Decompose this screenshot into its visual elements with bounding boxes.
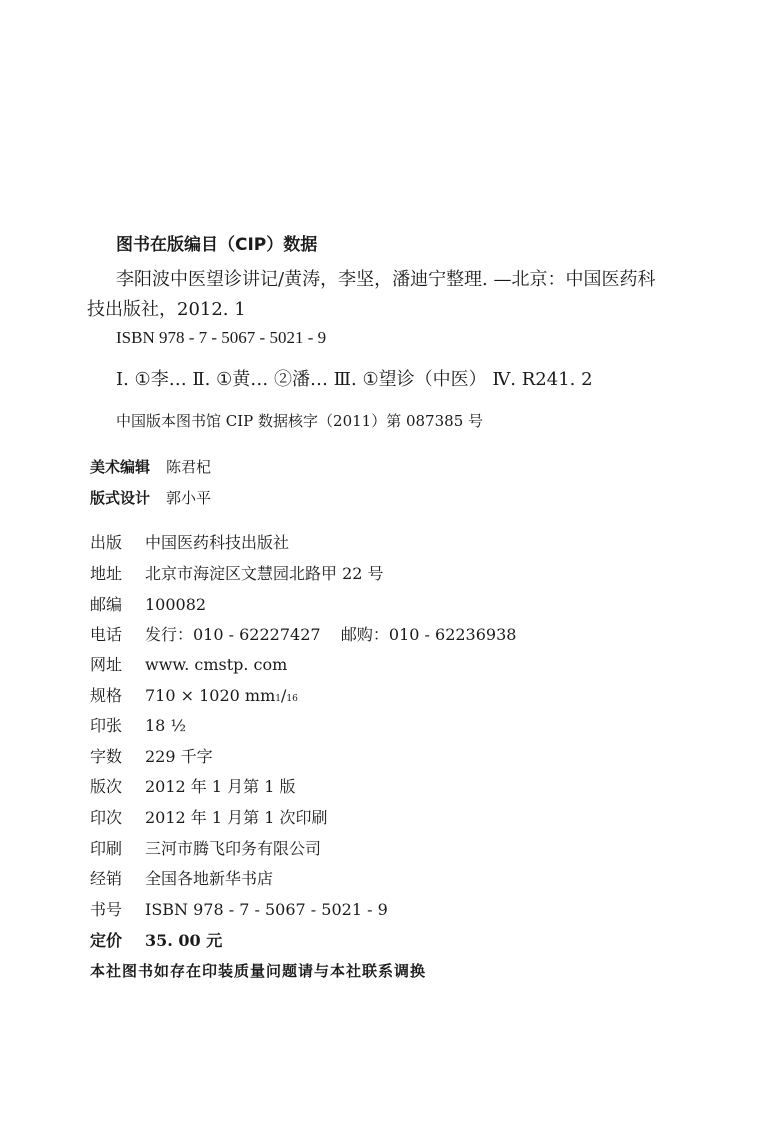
info-label: 规格: [90, 686, 123, 705]
info-row-book-number: [90, 897, 388, 920]
info-value: 100082: [145, 595, 207, 614]
info-label: 版次: [90, 777, 123, 796]
info-value: 229 千字: [145, 747, 213, 766]
info-value: 35. 00 元: [145, 931, 223, 950]
info-row-phone: [90, 622, 516, 645]
info-row-price: [90, 928, 222, 951]
info-format-denominator: 16: [286, 694, 298, 704]
info-value: 中国医药科技出版社: [145, 533, 290, 552]
credit-layout-designer: [90, 487, 211, 508]
info-row-word-count: [90, 744, 213, 767]
info-row-publisher: [90, 530, 289, 553]
cip-check-number: 中国版本图书馆 CIP 数据核字（2011）第 087385 号: [116, 412, 484, 430]
info-label: 网址: [90, 655, 123, 674]
info-format-numerator: 1: [275, 694, 281, 704]
info-label: 定价: [90, 931, 123, 950]
info-value: 三河市腾飞印务有限公司: [145, 839, 322, 858]
quality-notice: 本社图书如存在印装质量问题请与本社联系调换: [90, 962, 427, 980]
info-row-postcode: [90, 592, 206, 615]
cip-title: 图书在版编目（CIP）数据: [116, 235, 318, 255]
info-label: 出版: [90, 533, 123, 552]
info-label: 电话: [90, 625, 123, 644]
credit-art-editor: [90, 456, 211, 477]
info-row-address: [90, 561, 384, 584]
info-value: www. cmstp. com: [145, 655, 288, 674]
credit-label: 版式设计: [90, 489, 151, 507]
info-value: 18 ½: [145, 716, 186, 735]
info-value: 发行：010 - 62227427 邮购：010 - 62236938: [145, 625, 517, 644]
info-value: 全国各地新华书店: [145, 869, 274, 888]
info-label: 书号: [90, 900, 123, 919]
info-row-format: 规格 710 × 1020 mm $_1$ / 16: [90, 683, 298, 706]
info-value: 2012 年 1 月第 1 次印刷: [145, 808, 328, 827]
info-value: 2012 年 1 月第 1 版: [145, 777, 296, 796]
cip-isbn: ISBN 978 - 7 - 5067 - 5021 - 9: [116, 328, 327, 347]
info-row-printing: [90, 805, 328, 828]
info-label: 经销: [90, 869, 123, 888]
cip-record-line-2: 技出版社，2012. 1: [87, 299, 246, 320]
info-row-sheets: [90, 713, 186, 736]
info-label: 邮编: [90, 595, 123, 614]
info-row-edition: [90, 774, 296, 797]
info-row-website: [90, 652, 287, 675]
info-value: ISBN 978 - 7 - 5067 - 5021 - 9: [145, 900, 388, 919]
info-label: 字数: [90, 747, 123, 766]
info-label: 印张: [90, 716, 123, 735]
cip-classification: Ⅰ. ①李… Ⅱ. ①黄… ②潘… Ⅲ. ①望诊（中医） Ⅳ. R241. 2: [116, 369, 593, 390]
credit-label: 美术编辑: [90, 458, 151, 476]
info-value: 710 × 1020 mm: [145, 686, 276, 705]
credit-value: 陈君杞: [166, 458, 212, 476]
info-label: 印刷: [90, 839, 123, 858]
cip-record-line-1: 李阳波中医望诊讲记/黄涛，李坚，潘迪宁整理. —北京：中国医药科: [116, 269, 656, 290]
info-row-printer: [90, 836, 321, 859]
info-row-distributor: [90, 866, 273, 889]
info-label: 地址: [90, 564, 123, 583]
info-value: 北京市海淀区文慧园北路甲 22 号: [145, 564, 384, 583]
credit-value: 郭小平: [166, 489, 212, 507]
info-label: 印次: [90, 808, 123, 827]
